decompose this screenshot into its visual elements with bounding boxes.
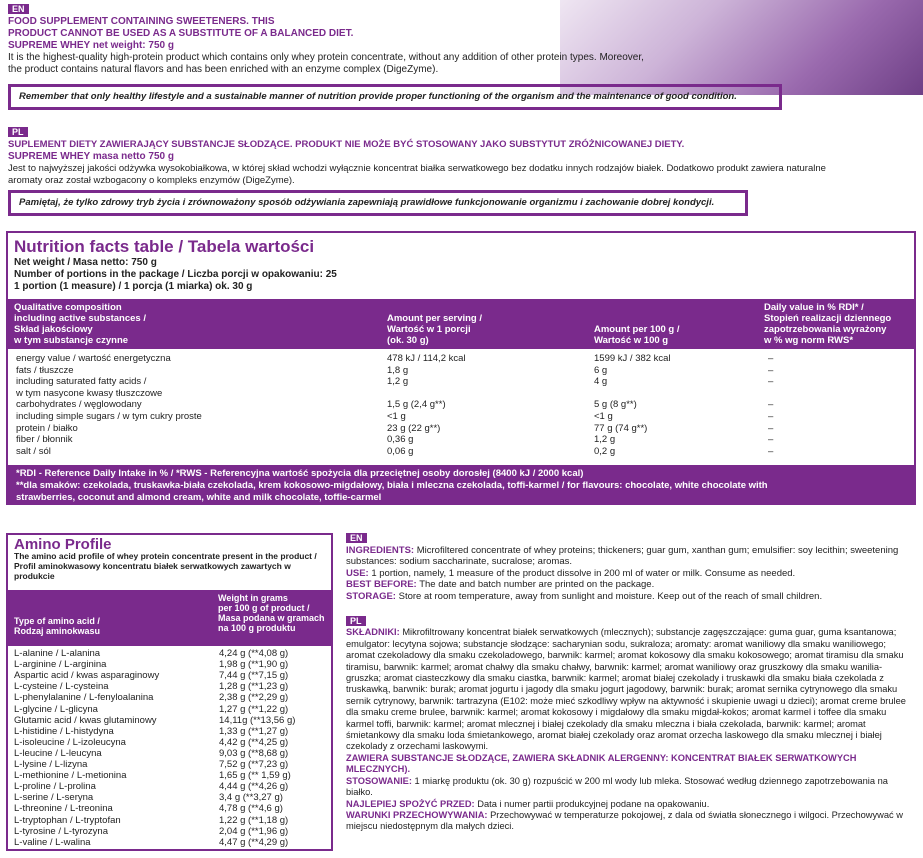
nutrient-name: protein / białko [16,422,78,434]
amino-name: Glutamic acid / kwas glutaminowy [14,714,157,726]
per100-value: <1 g [594,411,613,422]
amino-name: L-lysine / L-lizyna [14,759,88,770]
nutrient-name: carbohydrates / węglowodany [16,399,142,411]
amino-head-col1: Type of amino acid / Rodzaj aminokwasu [14,616,101,636]
en-line2: PRODUCT CANNOT BE USED AS A SUBSTITUTE OF A BALANCED DIET. [8,28,354,39]
amino-value: 4,78 g (**4,6 g) [219,803,283,815]
rdi-value: – [768,445,774,457]
rdi-value: – [768,353,774,364]
amino-value: 1,22 g (**1,18 g) [219,814,289,826]
nutrient-name: fiber / błonnik [16,434,73,446]
nutrient-name: fats / tłuszcze [16,364,74,376]
en-line1: FOOD SUPPLEMENT CONTAINING SWEETENERS. THIS [8,16,275,27]
amino-title: Amino Profile [14,536,112,553]
amino-value: 1,27 g (**1,22 g) [219,703,289,715]
amino-name: L-threonine / L-treonina [14,803,113,815]
per100-value: 6 g [594,364,608,376]
amino-name: L-methionine / L-metionina [14,770,127,782]
nutrient-name: w tym nasycone kwasy tłuszczowe [16,387,163,399]
en-line4: It is the highest-quality high-protein product which contains only whey protein concentrate, without any addition of other protein types. Moreover, [8,52,644,63]
per100-value: 1599 kJ / 382 kcal [594,353,671,364]
nutrition-footer [8,465,914,503]
amino-name: L-arginine / L-arginina [14,659,107,671]
nutrient-name: energy value / wartość energetyczna [16,353,171,364]
amino-value: 1,98 g (**1,90 g) [219,659,289,671]
use-en-text: 1 portion, namely, 1 measure of the product dissolve in 200 ml of water or milk. Consume as needed. [371,567,796,579]
amino-value: 7,52 g (**7,23 g) [219,759,289,770]
amino-value: 2,38 g (**2,29 g) [219,692,289,704]
rdi-value: – [768,422,774,434]
serving-value: 478 kJ / 114,2 kcal [387,353,466,364]
amino-name: L-serine / L-seryna [14,792,94,804]
nutrition-foot2: **dla smaków: czekolada, truskawka-biała czekolada, krem kokosowo-migdałowy, biała i mleczna czekolada, toffi-karmel / for flavours: chocolate, white chocolate with [16,480,768,491]
amino-name: L-tryptophan / L-tryptofan [14,814,121,826]
serving-value: <1 g [387,411,406,422]
amino-value: 4,47 g (**4,29 g) [219,836,289,848]
amino-name: L-alanine / L-alanina [14,648,101,659]
nutrient-name: including simple sugars / w tym cukry proste [16,411,202,422]
serving-value: 1,8 g [387,364,409,376]
amino-name: L-phenylalanine / L-fenyloalanina [14,692,154,704]
best-pl-text: Data i numer partii produkcyjnej podane na opakowaniu. [477,798,710,809]
nutrient-name: including saturated fatty acids / [16,376,147,388]
nutrition-title: Nutrition facts table / Tabela wartości [14,237,315,256]
amino-value: 3,4 g (**3,27 g) [219,792,283,804]
stos-pl-text: 1 miarkę produktu (ok. 30 g) rozpuścić w 200 ml wody lub mleka. Stosować według dziennego zapotrzebowania na białko. [346,775,888,798]
warunki-pl-text: Przechowywać w temperaturze pokojowej, z dala od światła słonecznego i wilgoci. Przechowywać w miejscu niedostępnym dla małych dzieci. [346,809,903,832]
nutrition-meta3: 1 portion (1 measure) / 1 porcja (1 miarka) ok. 30 g [14,281,253,292]
nutrition-head-col1: Qualitative composition including active substances / Skład jakościowy w tym substancje czynne [14,302,146,346]
ingredients-pl [346,616,916,833]
nutrient-name: salt / sól [16,445,51,457]
amino-name: L-proline / L-prolina [14,781,96,793]
use-en-label: USE: [346,567,369,579]
ing-pl-tag: PL [346,616,366,626]
nutrition-header-row [8,299,914,349]
nutrition-meta2: Number of portions in the package / Liczba porcji w opakowaniu: 25 [14,269,337,280]
nutrition-meta1: Net weight / Masa netto: 750 g [14,257,157,268]
serving-value: 0,06 g [387,445,414,457]
nutrition-table [6,231,916,505]
amino-name: L-cysteine / L-cysteina [14,681,109,693]
amino-value: 14,11g (**13,56 g) [219,714,296,726]
en-header [8,4,878,76]
amino-sub1: The amino acid profile of whey protein concentrate present in the product / [14,551,317,561]
serving-value: 1,2 g [387,376,409,388]
ing-en-tag: EN [346,533,367,543]
en-note: Remember that only healthy lifestyle and a sustainable manner of nutrition provide proper functioning of the organism and the maintenance of good condition. [8,84,782,110]
best-en-label: BEST BEFORE: [346,579,417,591]
serving-value: 23 g (22 g**) [387,422,441,434]
amino-value: 9,03 g (**8,68 g) [219,747,289,759]
rdi-value: – [768,376,774,388]
amino-value: 1,65 g (** 1,59 g) [219,770,291,782]
stos-pl-label: STOSOWANIE: [346,775,412,786]
amino-value: 4,24 g (**4,08 g) [219,648,289,659]
rdi-value: – [768,434,774,446]
per100-value: 5 g (8 g**) [594,399,637,411]
amino-name: L-valine / L-walina [14,836,91,848]
rdi-value: – [768,364,774,376]
en-line5: the product contains natural flavors and has been enriched with an enzyme complex (DigeZyme). [8,64,439,75]
skl-pl-label: SKŁADNIKI: [346,627,400,638]
nutrition-head-col3: Amount per 100 g / Wartość w 100 g [594,324,680,346]
amino-value: 4,44 g (**4,26 g) [219,781,289,793]
amino-name: L-tyrosine / L-tyrozyna [14,825,108,837]
rdi-value: – [768,411,774,422]
nutrition-head-col4: Daily value in % RDI* / Stopień realizacji dziennego zapotrzebowania wyrażony w % wg norm RWS* [764,302,892,346]
amino-value: 2,04 g (**1,96 g) [219,825,289,837]
pl-tag: PL [8,127,28,137]
amino-profile [6,533,333,851]
rdi-value: – [768,399,774,411]
en-line3: SUPREME WHEY net weight: 750 g [8,40,174,51]
amino-value: 4,42 g (**4,25 g) [219,736,289,748]
pl-line3: Jest to najwyższej jakości odżywka wysokobiałkowa, w której skład wchodzi wyłącznie koncentrat białka serwatkowego bez dodatku innych rodzajów białek. Dodatkowo produkt zawiera naturalne [8,163,826,174]
amino-name: L-histidine / L-histydyna [14,725,114,737]
amino-value: 1,33 g (**1,27 g) [219,725,289,737]
pl-header [8,127,908,187]
en-tag: EN [8,4,29,14]
nutrition-foot1: *RDI - Reference Daily Intake in % / *RWS - Referencyjna wartość spożycia dla przeciętnej osoby dorosłej (8400 kJ / 2000 kcal) [16,468,584,479]
per100-value: 0,2 g [594,445,616,457]
amino-head-col2: Weight in grams per 100 g of product / Masa podana w gramach na 100 g produktu [218,593,325,633]
amino-name: L-isoleucine / L-izoleucyna [14,736,126,748]
ing-en-label: INGREDIENTS: [346,544,415,556]
serving-value: 1,5 g (2,4 g**) [387,399,446,411]
amino-name: L-glycine / L-glicyna [14,703,98,715]
ingredients-en [346,533,916,603]
warunki-pl-label: WARUNKI PRZECHOWYWANIA: [346,809,488,820]
nutrition-foot3: strawberries, coconut and almond cream, white and milk chocolate, toffie-carmel [16,492,382,503]
skl-pl-text: Mikrofiltrowany koncentrat białek serwatkowych (mlecznych); substancje zagęszczające: guma guar, guma ksantanowa; emulgator: lecytyna sojowa; substancje słodzące: sacharynian sodu, sukraloza; aromaty: aromat waniliowy dla smaku waniliowego; aromat czekoladowy dla smaku czekoladowego, barwnik: karmel; aromat kokosowy dla smaku kokosowego; aromat tiramisu dla smaku tiramisu, barwnik: karmel; aromat chałwy dla smaku chałwy, barwnik: karmel; aromat waniliowy oraz gruszkowy dla smaku wanilia-gruszka; aromat ciasteczkowy dla smaku ciastka, barwnik: karmel; aromat białej czekolady i truskawki dla smaku biała czekolada z truskawką, barwnik: burak; aromat jogurtu i jagody dla smaku jogurt jagodowy, barwnik: burak; aromat sernika cytrynowego dla smaku sernik cytrynowy, barwnik: tartrazyna (E102: może mieć szkodliwy wpływ na aktywność i skupienie uwagi u dzieci); aromat creme brulee dla smaku creme brulee, barwnik: karmel; aromat kokosowy i migdałowy dla smaku migdał-kokos; aromat karmel i toffee dla smaku karmel toffi, barwnik: karmel; aromat mlecznej i białej czekolady dla smaku mleczna i biała czekolada, barwnik: karmel; aromat śmietankowy dla smaku loda śmietankowego, aromat białej czekolady oraz aromat orzecha laskowego dla smaku mlecznej i białej czekolady z orzechami laskowymi. [346,627,906,752]
pl-line4: aromaty oraz został wzbogacony o kompleks enzymów (DigeZyme). [8,175,295,186]
pl-note: Pamiętaj, że tylko zdrowy tryb życia i zrównoważony sposób odżywiania zapewniają prawidłowe funkcjonowanie organizmu i zachowanie dobrej kondycji. [8,190,748,216]
amino-header-row [8,590,331,646]
nutrition-head-col2: Amount per serving / Wartość w 1 porcji (ok. 30 g) [387,313,483,346]
pl-line2: SUPREME WHEY masa netto 750 g [8,151,174,162]
amino-value: 1,28 g (**1,23 g) [219,681,289,693]
ing-en-text: Microfiltered concentrate of whey proteins; thickeners; guar gum, xanthan gum; emulsifier: soy lecithin; sweetening substances: sodium saccharinate, sucralose; aromas. [346,544,899,568]
pl-line1: SUPLEMENT DIETY ZAWIERAJĄCY SUBSTANCJE SŁODZĄCE. PRODUKT NIE MOŻE BYĆ STOSOWANY JAKO SUBSTYTUT ZRÓŻNICOWANEJ DIETY. [8,139,685,150]
amino-name: L-leucine / L-leucyna [14,747,102,759]
storage-en-label: STORAGE: [346,590,396,602]
storage-en-text: Store at room temperature, away from sunlight and moisture. Keep out of the reach of small children. [398,590,823,602]
warn-pl: ZAWIERA SUBSTANCJE SŁODZĄCE, ZAWIERA SKŁADNIK ALERGENNY: KONCENTRAT BIAŁEK SERWATKOWYCH MLECZNYCH). [346,752,857,775]
amino-value: 7,44 g (**7,15 g) [219,670,289,682]
per100-value: 77 g (74 g**) [594,422,648,434]
best-pl-label: NAJLEPIEJ SPOŻYĆ PRZED: [346,798,475,809]
per100-value: 4 g [594,376,608,388]
amino-sub2: Profil aminokwasowy koncentratu białek serwatkowych zawartych w produkcie [14,561,291,581]
per100-value: 1,2 g [594,434,616,446]
best-en-text: The date and batch number are printed on the package. [419,579,655,591]
amino-name: Aspartic acid / kwas asparaginowy [14,670,160,682]
serving-value: 0,36 g [387,434,414,446]
